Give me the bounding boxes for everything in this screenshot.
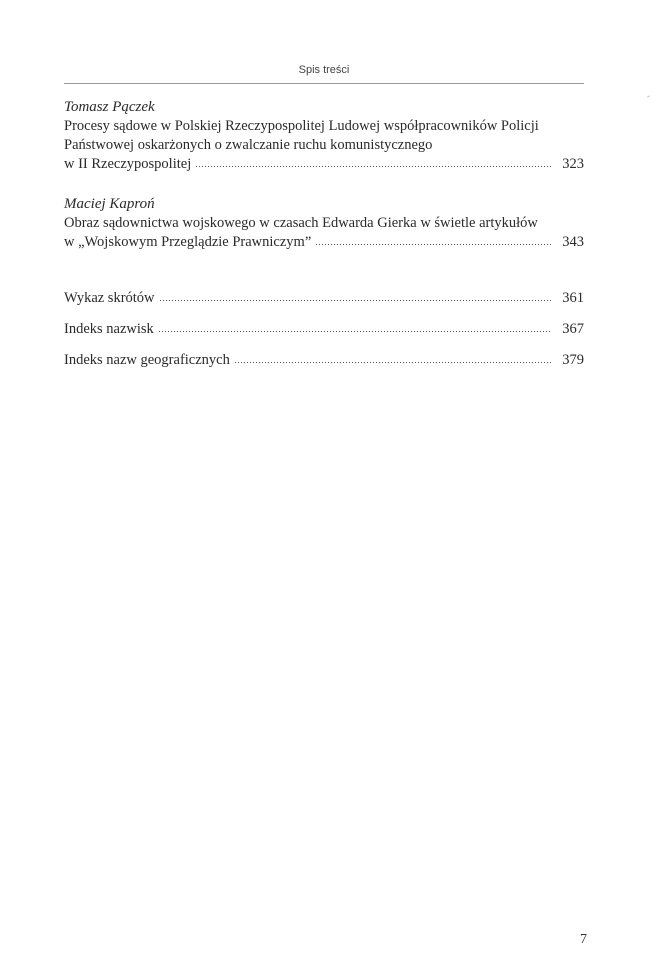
entry-title-line: Obraz sądownictwa wojskowego w czasach Edwarda Gierka w świetle artykułów xyxy=(64,215,538,231)
entry-page-number: 323 xyxy=(562,156,584,172)
running-header: Spis treści xyxy=(298,64,350,76)
appendix-entry xyxy=(64,289,584,308)
toc-entry xyxy=(64,98,584,174)
appendix-entry xyxy=(64,320,584,339)
header-rule xyxy=(64,83,584,84)
dot-leader xyxy=(195,164,551,168)
dot-leader xyxy=(315,242,551,246)
appendix-page-number: 367 xyxy=(562,321,584,337)
page-number: 7 xyxy=(580,932,587,947)
entry-author: Tomasz Pączek xyxy=(64,99,155,115)
entry-last-line xyxy=(64,233,584,252)
dot-leader xyxy=(158,329,551,333)
entry-title-end: w „Wojskowym Przeglądzie Prawniczym” xyxy=(64,234,312,250)
appendix-label: Indeks nazw geograficznych xyxy=(64,352,230,368)
entry-page-number: 343 xyxy=(562,234,584,250)
appendix-entry xyxy=(64,351,584,370)
dot-leader xyxy=(234,360,551,364)
entry-author: Maciej Kaproń xyxy=(64,196,155,212)
appendix-page-number: 379 xyxy=(562,352,584,368)
entry-title-end: w II Rzeczypospolitej xyxy=(64,156,192,172)
margin-mark xyxy=(647,95,650,97)
entry-last-line xyxy=(64,155,584,174)
entry-title-line: Państwowej oskarżonych o zwalczanie ruchu komunistycznego xyxy=(64,137,433,153)
table-of-contents xyxy=(64,98,584,370)
entry-title-line: Procesy sądowe w Polskiej Rzeczypospolitej Ludowej współpracowników Policji xyxy=(64,118,539,134)
appendix-page-number: 361 xyxy=(562,290,584,306)
toc-entry xyxy=(64,195,584,252)
appendix-label: Indeks nazwisk xyxy=(64,321,154,337)
dot-leader xyxy=(159,298,551,302)
appendix-label: Wykaz skrótów xyxy=(64,290,155,306)
